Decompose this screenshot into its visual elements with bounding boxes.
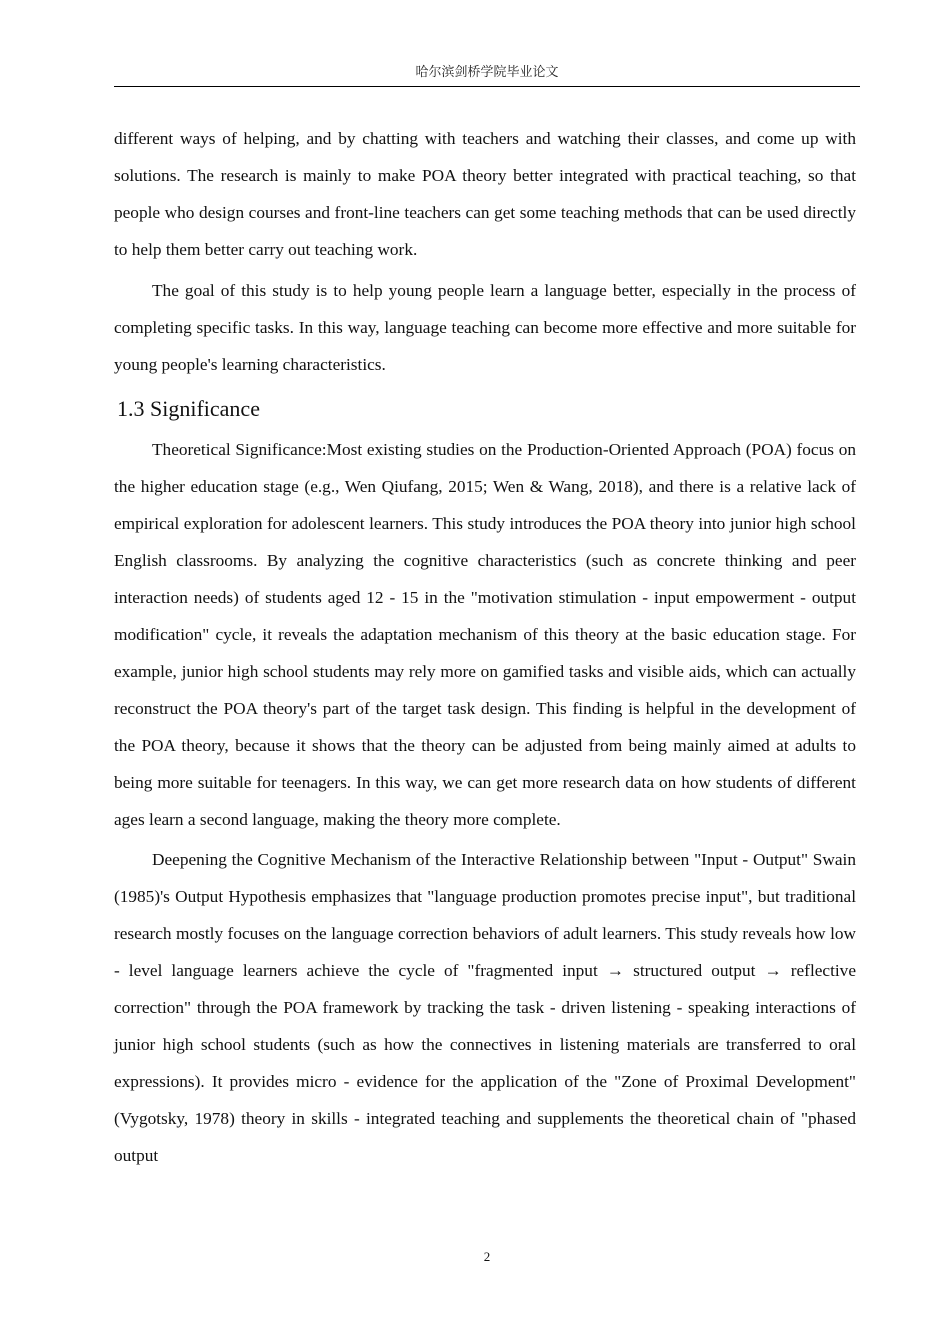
section-heading: 1.3 Significance — [117, 396, 260, 421]
paragraph-input-output: Deepening the Cognitive Mechanism of the Interactive Relationship between "Input - Output" Swain (1985)'s Output Hypothesis emphasizes that "language production promotes precise input", but traditional research mostly focuses on the language correction behaviors of adult learners. This study reveals how low - level language learners achieve the cycle of "fragmented input → structured output → reflective correction" through the POA framework by tracking the task - driven listening - speaking interactions of junior high school students (such as how the connectives in listening materials are transferred to oral expressions). It provides micro - evidence for the application of the "Zone of Proximal Development" (Vygotsky, 1978) theory in skills - integrated teaching and supplements the theoretical chain of "phased output — [114, 850, 856, 1165]
paragraph-continuation: different ways of helping, and by chatting with teachers and watching their classes, and come up with solutions. The research is mainly to make POA theory better integrated with practical teaching, so that people who design courses and front-line teachers can get some teaching methods that can be used directly to help them better carry out teaching work. — [114, 129, 856, 259]
paragraph-theoretical-significance: Theoretical Significance:Most existing studies on the Production-Oriented Approach (POA) focus on the higher education stage (e.g., Wen Qiufang, 2015; Wen & Wang, 2018), and there is a relative lack of empirical exploration for adolescent learners. This study introduces the POA theory into junior high school English classrooms. By analyzing the cognitive characteristics (such as concrete thinking and peer interaction needs) of students aged 12 - 15 in the "motivation stimulation - input empowerment - output modification" cycle, it reveals the adaptation mechanism of this theory at the basic education stage. For example, junior high school students may rely more on gamified tasks and visible aids, which can actually reconstruct the POA theory's part of the target task design. This finding is helpful in the development of the POA theory, because it shows that the theory can be adjusted from being mainly aimed at adults to being more suitable for teenagers. In this way, we can get more research data on how students of different ages learn a second language, making the theory more complete. — [114, 440, 856, 829]
page-body — [114, 120, 856, 1174]
running-header: 哈尔滨剑桥学院毕业论文 — [415, 65, 559, 80]
paragraph-goal: The goal of this study is to help young people learn a language better, especially in the process of completing specific tasks. In this way, language teaching can become more effective and more suitable for young people's learning characteristics. — [114, 281, 856, 374]
page-number: 2 — [483, 1249, 491, 1264]
header-divider — [114, 86, 860, 87]
